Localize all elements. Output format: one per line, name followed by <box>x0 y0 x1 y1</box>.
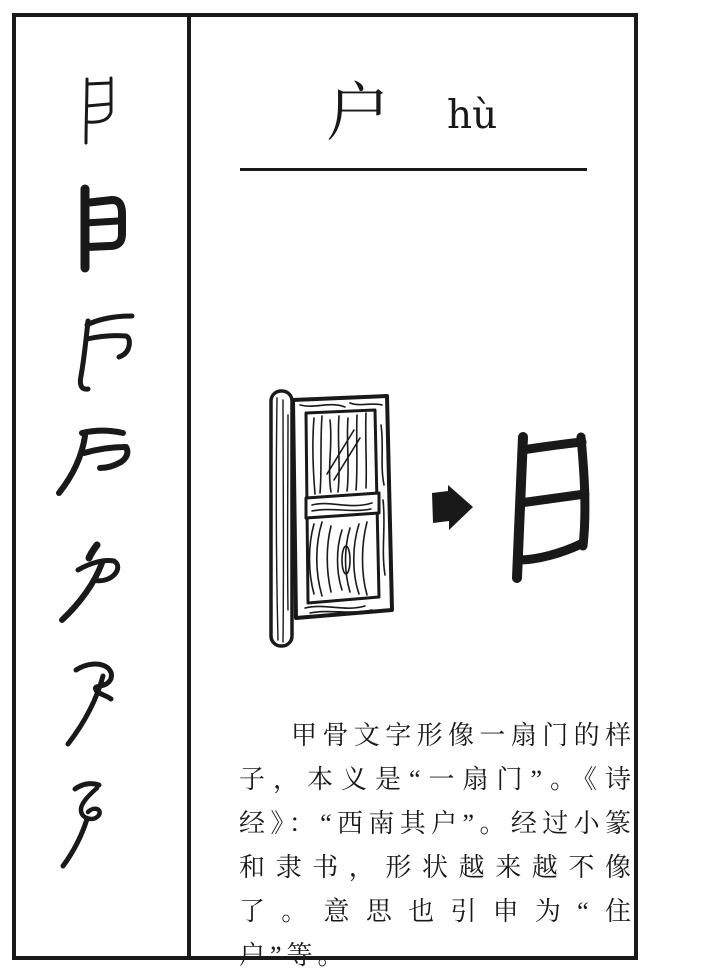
door-woodcut-drawing <box>271 391 392 646</box>
hu-seal-script-glyph <box>80 316 132 389</box>
hu-running-script-glyph <box>68 664 111 744</box>
hu-oracle-bone-large-glyph <box>517 437 585 578</box>
hu-bronze-script-glyph <box>85 189 122 268</box>
etymology-illustration <box>200 375 640 665</box>
description-text: 甲骨文字形像一扇门的样子，本义是“一扇门”。《诗经》：“西南其户”。经过小篆和隶书，形状越来越不像了。意思也引申为“住户”等。 <box>239 721 636 970</box>
headword-character: 户 <box>326 78 390 149</box>
hu-oracle-bone-glyph <box>86 78 111 143</box>
hu-regular-script-glyph <box>62 545 118 620</box>
right-arrow-icon <box>432 485 473 530</box>
header-rule <box>240 168 587 171</box>
hu-clerical-script-glyph <box>59 431 127 493</box>
hu-cursive-script-glyph <box>63 784 100 866</box>
script-evolution-column <box>12 13 188 960</box>
pinyin-label: hù <box>447 93 498 138</box>
